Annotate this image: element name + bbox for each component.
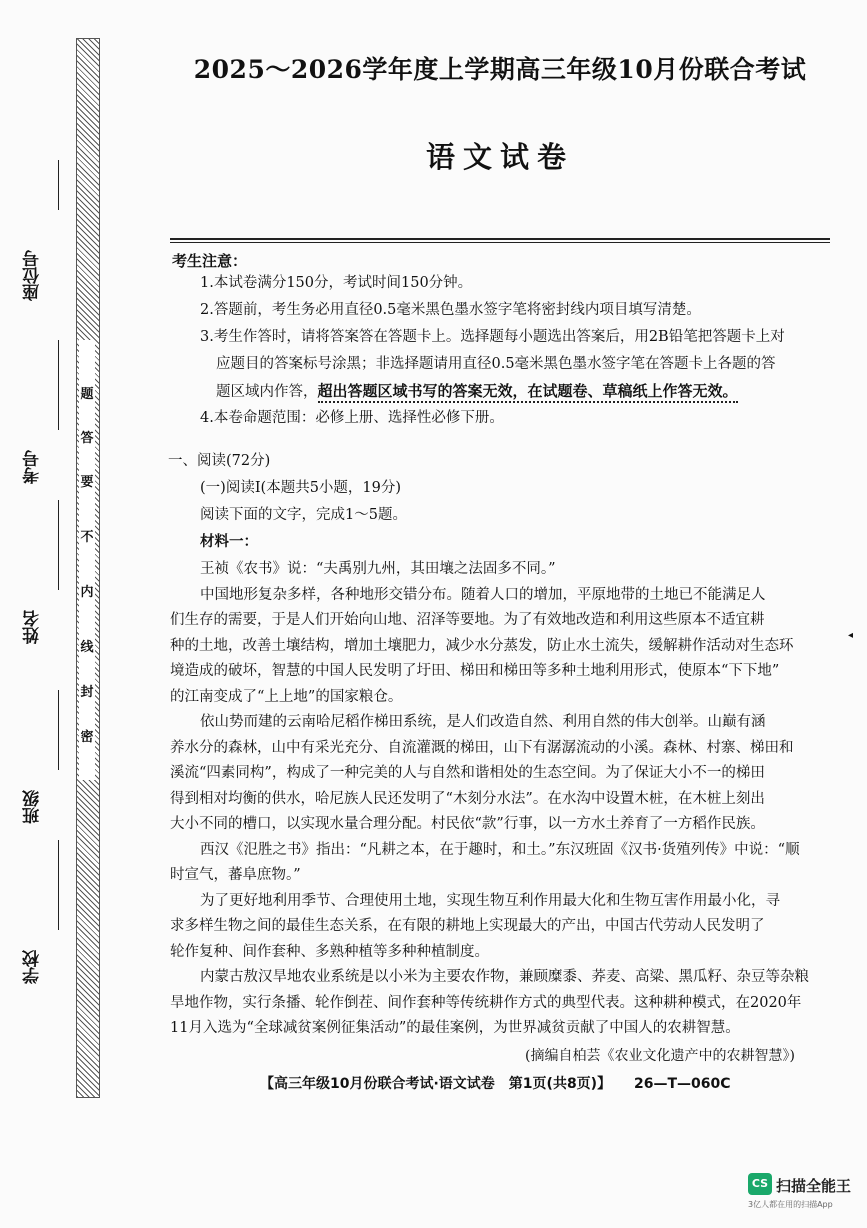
passage-source: (摘编自柏芸《农业文化遗产中的农耕智慧》) — [525, 1047, 795, 1064]
exam-number-field[interactable]: 考号 — [20, 440, 60, 560]
seal-char: 答 — [80, 431, 94, 446]
passage-line: 溪流“四素同构”，构成了一种完美的人与自然和谐相处的生态空间。为了保证大小不一的梯田 — [170, 765, 765, 781]
seal-char: 封 — [80, 685, 94, 700]
seal-char: 内 — [80, 585, 94, 600]
section-instruction: 阅读下面的文字，完成1～5题。 — [200, 507, 407, 523]
notice-item: 题区域内作答，超出答题区域书写的答案无效，在试题卷、草稿纸上作答无效。 — [216, 378, 738, 406]
section-part: (一)阅读Ⅰ(本题共5小题，19分) — [200, 480, 402, 496]
passage-line: 为了更好地利用季节、合理使用土地，实现生物互利作用最大化和生物互害作用最小化，寻 — [200, 892, 780, 909]
class-field[interactable]: 班级 — [20, 780, 60, 900]
passage-line: 求多样生物之间的最佳生态关系，在有限的耕地上实现最大的产出，中国古代劳动人民发明了 — [170, 918, 765, 934]
passage-line: 们生存的需要，于是人们开始向山地、沼泽等要地。为了有效地改造和利用这些原本不适宜耕 — [170, 612, 765, 628]
header-rule — [170, 238, 830, 240]
scanner-name: 扫描全能王 — [776, 1177, 852, 1195]
footer-left: 【高三年级10月份联合考试·语文试卷 第1页(共8页)】 — [260, 1076, 612, 1092]
passage-line: 11月入选为“全球减贫案例征集活动”的最佳案例，为世界减贫贡献了中国人的农耕智慧。 — [170, 1020, 740, 1036]
passage-line: 依山势而建的云南哈尼稻作梯田系统，是人们改造自然、利用自然的伟大创举。山巅有涵 — [200, 714, 766, 730]
passage-line: 内蒙古敖汉旱地农业系统是以小米为主要农作物，兼顾糜黍、荞麦、高粱、黑瓜籽、杂豆等杂粮 — [200, 969, 809, 985]
passage-line: 中国地形复杂多样，各种地形交错分布。随着人口的增加，平原地带的土地已不能满足人 — [200, 586, 766, 603]
seal-char: 题 — [80, 387, 94, 402]
page-marker-icon: ◂ — [848, 630, 854, 641]
notice-item: 应题目的答案标号涂黑；非选择题请用直径0.5毫米黑色墨水签字笔在答题卡上各题的答 — [216, 356, 776, 372]
seal-char: 要 — [80, 475, 94, 490]
scanner-slogan: 3亿人都在用的扫描App — [748, 1200, 833, 1209]
school-field[interactable]: 学校 — [20, 940, 60, 1060]
exam-title: 2025～2026学年度上学期高三年级10月份联合考试 — [193, 55, 807, 84]
passage-line: 得到相对均衡的供水，哈尼族人民还发明了“木刻分水法”。在水沟中设置木桩，在木桩上刻出 — [170, 790, 765, 807]
seal-char: 不 — [80, 530, 94, 545]
passage-line: 轮作复种、间作套种、多熟种植等多种种植制度。 — [170, 943, 489, 960]
seat-number-field[interactable]: 座位号 — [20, 240, 60, 360]
page-footer — [260, 1073, 860, 1093]
name-field[interactable]: 姓名 — [20, 600, 60, 720]
passage-line: 时宣气，蕃阜庶物。” — [170, 867, 301, 883]
passage-line: 境造成的破坏，智慧的中国人民发明了圩田、梯田和梯田等多种土地利用形式，使原本“下下地” — [170, 663, 780, 679]
footer-code: 26—T—060C — [633, 1076, 731, 1092]
passage-line: 旱地作物，实行条播、轮作倒茬、间作套种等传统耕作方式的典型代表。这种耕种模式，在2020年 — [170, 994, 802, 1011]
notice-item: 4.本卷命题范围：必修上册、选择性必修下册。 — [200, 410, 504, 426]
passage-line: 西汉《氾胜之书》指出：“凡耕之本，在于趣时，和土。”东汉班固《汉书·货殖列传》中说：“顺 — [200, 841, 800, 858]
seal-char: 密 — [80, 730, 94, 745]
passage-line: 种的土地，改善土壤结构，增加土壤肥力，减少水分蒸发，防止水土流失，缓解耕作活动对生态环 — [170, 637, 794, 654]
passage-line: 大小不同的槽口，以实现水量合理分配。村民依“款”行事，以一方水土养育了一方稻作民族。 — [170, 816, 765, 832]
notice-emphasis: 超出答题区域书写的答案无效，在试题卷、草稿纸上作答无效。 — [318, 382, 738, 403]
section-title: 一、阅读(72分) — [168, 453, 271, 469]
notice-item: 1.本试卷满分150分，考试时间150分钟。 — [200, 275, 473, 291]
seal-box — [79, 340, 95, 780]
seal-char: 线 — [80, 640, 94, 655]
passage-line: 王祯《农书》说：“夫禹别九州，其田壤之法固多不同。” — [200, 561, 556, 577]
notice-item: 3.考生作答时，请将答案答在答题卡上。选择题每小题选出答案后，用2B铅笔把答题卡上对 — [200, 329, 785, 345]
passage-line: 的江南变成了“上上地”的国家粮仓。 — [170, 688, 403, 705]
notice-item: 2.答题前，考生务必用直径0.5毫米黑色墨水签字笔将密封线内项目填写清楚。 — [200, 302, 701, 318]
scanner-logo-icon: CS — [748, 1173, 772, 1195]
scanner-watermark — [748, 1173, 858, 1213]
exam-subtitle: 语文试卷 — [425, 140, 574, 174]
passage-line: 养水分的森林，山中有采光充分、自流灌溉的梯田，山下有潺潺流动的小溪。森林、村寨、梯田和 — [170, 739, 794, 756]
notice-heading: 考生注意： — [172, 252, 248, 270]
material-label: 材料一： — [200, 534, 258, 550]
header-rule — [170, 242, 830, 243]
